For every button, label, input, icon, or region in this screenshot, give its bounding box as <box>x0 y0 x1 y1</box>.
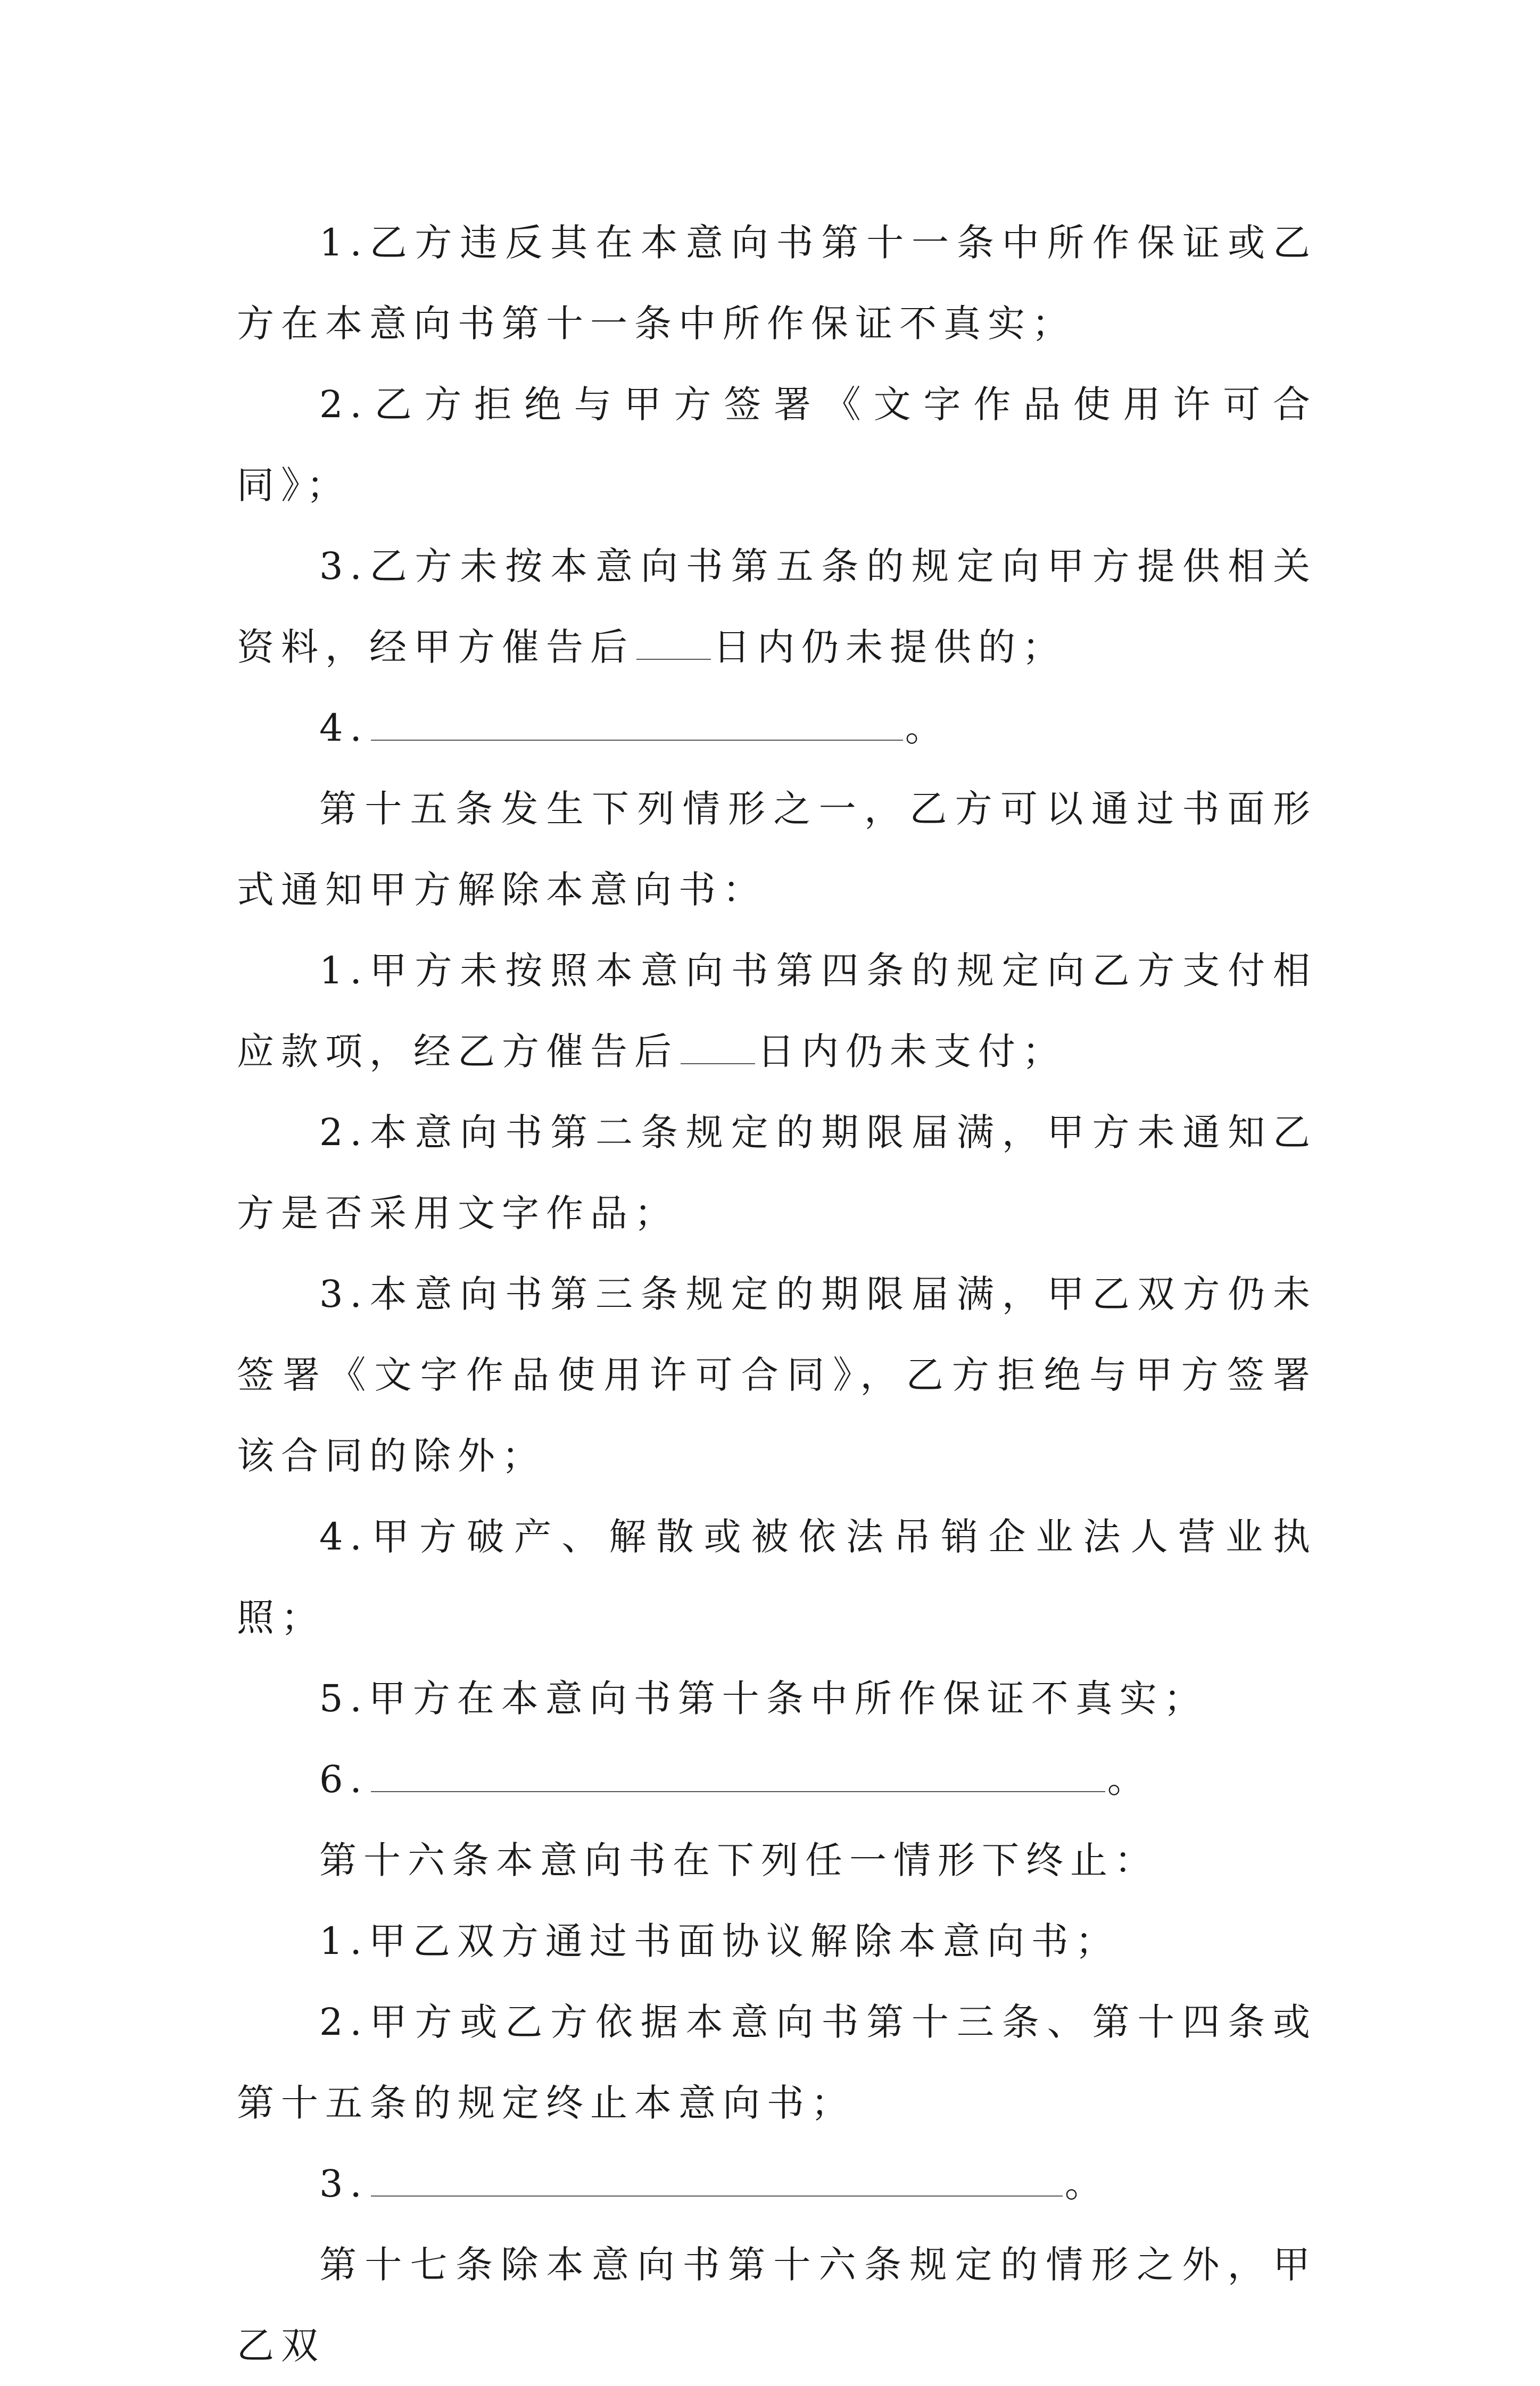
document-body <box>237 202 1317 2386</box>
clause-text: 4.甲方破产、解散或被依法吊销企业法人营业执照； <box>237 1515 1317 1639</box>
clause-number: 6. <box>319 1758 369 1801</box>
article-16-heading <box>237 1820 1317 1901</box>
article-16-item-3 <box>237 2143 1317 2224</box>
clause-text: 2.本意向书第二条规定的期限届满，甲方未通知乙方是否采用文字作品； <box>237 1111 1317 1235</box>
clause-text: 3.乙方未按本意向书第五条的规定向甲方提供相关资料，经甲方催告后 <box>237 544 1317 669</box>
clause-text: 1.甲方未按照本意向书第四条的规定向乙方支付相应款项，经乙方催告后 <box>237 949 1317 1073</box>
clause-text: 日内仍未支付； <box>757 1030 1066 1073</box>
clause-item-2 <box>237 364 1317 526</box>
clause-number: 3. <box>319 2162 369 2206</box>
fill-in-blank-line[interactable] <box>371 2163 1063 2197</box>
clause-end-mark: 。 <box>1064 2162 1109 2206</box>
article-16-item-2 <box>237 1982 1317 2143</box>
clause-text: 1.乙方违反其在本意向书第十一条中所作保证或乙方在本意向书第十一条中所作保证不真实； <box>237 221 1317 345</box>
clause-text: 2.乙方拒绝与甲方签署《文字作品使用许可合同》； <box>237 383 1317 507</box>
article-text: 第十七条除本意向书第十六条规定的情形之外，甲乙双 <box>237 2243 1317 2367</box>
article-15-item-6 <box>237 1739 1317 1820</box>
article-15-item-4 <box>237 1496 1317 1658</box>
fill-in-blank-line[interactable] <box>371 707 903 741</box>
fill-in-blank-days[interactable] <box>636 626 711 660</box>
article-15-heading <box>237 768 1317 930</box>
clause-item-1 <box>237 202 1317 364</box>
article-text: 第十六条本意向书在下列任一情形下终止： <box>319 1838 1158 1882</box>
clause-end-mark: 。 <box>905 706 949 750</box>
article-15-item-1 <box>237 930 1317 1092</box>
article-15-item-2 <box>237 1092 1317 1254</box>
clause-number: 4. <box>319 706 369 750</box>
clause-text: 1.甲乙双方通过书面协议解除本意向书； <box>319 1919 1120 1963</box>
fill-in-blank-line[interactable] <box>371 1758 1105 1792</box>
clause-text: 5.甲方在本意向书第十条中所作保证不真实； <box>319 1677 1208 1720</box>
clause-end-mark: 。 <box>1107 1758 1152 1801</box>
article-15-item-3 <box>237 1254 1317 1496</box>
fill-in-blank-days[interactable] <box>681 1030 755 1064</box>
article-15-item-5 <box>237 1658 1317 1739</box>
article-17-heading <box>237 2224 1317 2386</box>
clause-text: 2.甲方或乙方依据本意向书第十三条、第十四条或第十五条的规定终止本意向书； <box>237 2000 1317 2125</box>
clause-text: 日内仍未提供的； <box>713 625 1066 669</box>
article-text: 第十五条发生下列情形之一，乙方可以通过书面形式通知甲方解除本意向书： <box>237 787 1317 912</box>
article-16-item-1 <box>237 1901 1317 1982</box>
clause-item-4 <box>237 687 1317 768</box>
clause-text: 3.本意向书第三条规定的期限届满，甲乙双方仍未签署《文字作品使用许可合同》，乙方拒绝与甲方签署该合同的除外； <box>237 1272 1317 1478</box>
clause-item-3 <box>237 526 1317 687</box>
